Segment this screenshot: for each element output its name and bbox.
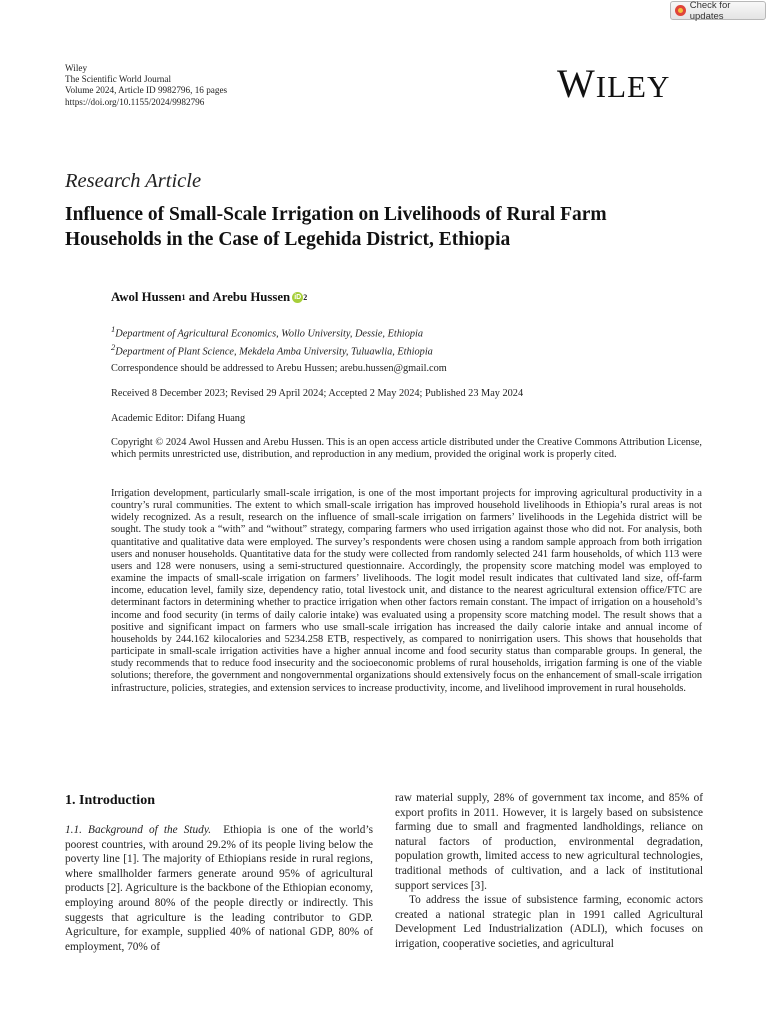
- abstract: Irrigation development, particularly small-scale irrigation, is one of the most important projects for improving agricultural productivity in a country’s rural communities. The extent to which small-scale irrigation has improved household livelihoods in Ethiopia’s rural areas is not widely recognized. As a result, research on the influence of small-scale irrigation on farmers’ livelihoods in the Legehida district will be sought. The study took a “with” and “without” strategy, comparing farmers who used irrigation against those who did not. For analysis, both quantitative and qualitative data were employed. The survey’s respondents were chosen using a random sample approach from both irrigation users and nonuser households. Quantitative data for the study were collected from randomly selected 241 farm households, of which 113 were users and 128 were nonusers, using a semi-structured questionnaire. Accordingly, the propensity score matching model was employed to examine the impacts of small-scale irrigation on farmers’ livelihoods. The logit model result indicates that cultivated land size, off-farm income, education level, family size, dependency ratio, total livestock unit, and distance to the nearest agricultural extension office/FTC are determinant factors in determining whether to practice irrigation when other factors remain constant. The impact of irrigation on a household’s income and food security (in terms of daily calorie intake) was evaluated using a propensity score matching model. The result shows that a positive and significant impact on farmers who use small-scale irrigation has increased the daily calorie intake and annual income of households by 244.162 kilocalories and 5234.258 ETB, respectively, as compared to nonirrigation users. This shows that households that participate in small-scale irrigation activities have a higher annual income and food security status than comparable groups. In general, the study recommends that to reduce food insecurity and the socioeconomic problems of rural households, irrigation farming is one of the viable solutions; therefore, the government and nongovernmental organizations should extensively focus on the enhancement of small-scale irrigation infrastructure, policies, strategies, and extension services to increase productivity, income, and livelihood improvement in rural households.: [111, 488, 702, 694]
- section-heading-introduction: 1. Introduction: [65, 793, 155, 808]
- publication-dates: Received 8 December 2023; Revised 29 April 2024; Accepted 2 May 2024; Published 23 May 2024: [111, 388, 524, 399]
- affiliations: [111, 323, 433, 358]
- logo-initial: W: [557, 61, 596, 106]
- affiliation-1-text: Department of Agricultural Economics, Wollo University, Dessie, Ethiopia: [115, 328, 424, 340]
- journal-meta: [65, 63, 227, 108]
- check-for-updates-button[interactable]: [670, 1, 766, 20]
- publisher-name: Wiley: [65, 63, 88, 73]
- intro-paragraph-1: [65, 823, 373, 954]
- academic-editor: Academic Editor: Difang Huang: [111, 413, 246, 424]
- author-line: [111, 290, 307, 305]
- affiliation-1: [111, 323, 433, 341]
- author-1-affiliation: 1: [181, 293, 186, 302]
- journal-name: The Scientific World Journal: [65, 74, 171, 85]
- subsection-heading: 1.1. Background of the Study.: [65, 824, 212, 836]
- copyright-notice: Copyright © 2024 Awol Hussen and Arebu Hussen. This is an open access article distributed under the Creative Commons Attribution License, which permits unrestricted use, distribution, and reproduction in any medium, provided the original work is properly cited.: [111, 437, 702, 461]
- logo-rest: ILEY: [595, 69, 671, 104]
- article-title: Influence of Small-Scale Irrigation on Livelihoods of Rural Farm Households in the Case of Legehida District, Ethiopia: [65, 204, 607, 250]
- intro-paragraph-2: To address the issue of subsistence farming, economic actors created a national strategic plan in 1991 called Agricultural Development Led Industrialization (ADLI), which focuses on irrigation, cooperative societies, and agricultural: [395, 894, 703, 950]
- orcid-icon[interactable]: iD: [294, 294, 302, 301]
- affiliation-2-text: Department of Plant Science, Mekdela Amba University, Tuluawlia, Ethiopia: [115, 346, 433, 358]
- affiliation-1-marker: 1: [111, 324, 116, 334]
- volume-line: Volume 2024, Article ID 9982796, 16 pages: [65, 85, 228, 96]
- author-2-affiliation: 2: [303, 293, 308, 302]
- affiliation-2: [111, 341, 433, 359]
- intro-paragraph-1-text: Ethiopia is one of the world’s poorest countries, with around 29.2% of its people living below the poverty line [1]. The majority of Ethiopians reside in rural regions, where smallholder farmers generate around 95% of agricultural products [2]. Agriculture is the backbone of the Ethiopian economy, employing around 80% of the people directly or indirectly. This suggests that agriculture is the leading contributor to GDP. Agriculture, for example, supplied 40% of national GDP, 80% of employment, 70% of: [65, 824, 373, 953]
- left-column: [65, 823, 373, 954]
- author-separator: and: [185, 290, 213, 304]
- crossmark-icon: [675, 5, 686, 16]
- author-1[interactable]: Awol Hussen: [111, 290, 182, 304]
- article-type: Research Article: [65, 170, 202, 192]
- author-2[interactable]: Arebu Hussen: [212, 290, 291, 304]
- right-column: [395, 791, 703, 952]
- intro-paragraph-1-continued: raw material supply, 28% of government tax income, and 85% of export profits in 2011. However, it is largely based on subsistence farming due to small and fragmented landholdings, reliance on natural factors of production, environmental degradation, population growth, limited access to new agricultural technologies, traditional methods of cultivation, and a lack of institutional support services [3].: [395, 792, 703, 892]
- correspondence: Correspondence should be addressed to Arebu Hussen; arebu.hussen@gmail.com: [111, 363, 447, 374]
- doi-link[interactable]: https://doi.org/10.1155/2024/9982796: [65, 96, 205, 107]
- affiliation-2-marker: 2: [111, 341, 116, 352]
- check-for-updates-label: Check for updates: [689, 0, 731, 22]
- wiley-logo: [557, 62, 670, 109]
